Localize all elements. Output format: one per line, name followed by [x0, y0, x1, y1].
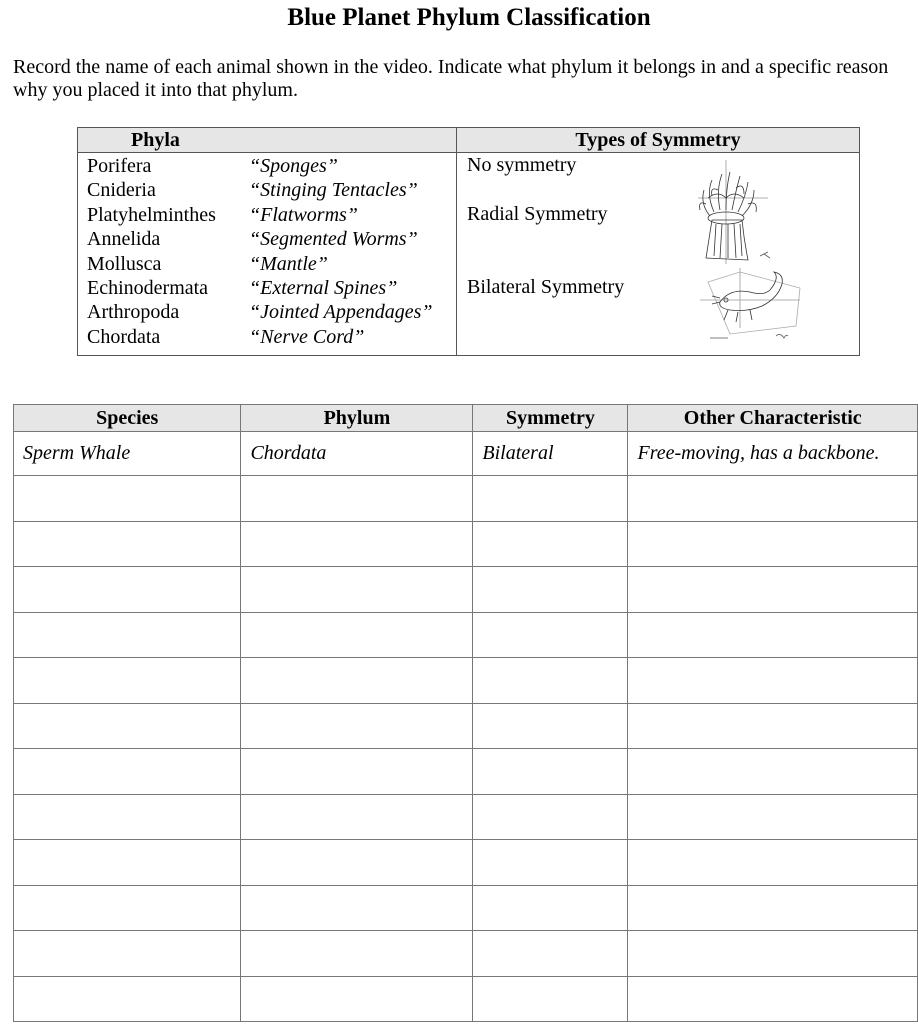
species-cell[interactable]: [14, 749, 241, 795]
other-characteristic-cell[interactable]: [628, 658, 918, 704]
phylum-cell[interactable]: [241, 658, 473, 704]
page-title: Blue Planet Phylum Classification: [287, 4, 651, 31]
phylum-nickname: “Mantle”: [249, 252, 328, 275]
species-cell[interactable]: [14, 703, 241, 749]
species-cell[interactable]: Sperm Whale: [14, 432, 241, 476]
symmetry-header: Symmetry: [473, 405, 628, 432]
bilateral-animal-illustration: [700, 268, 810, 346]
phylum-name: Chordata: [87, 325, 161, 348]
other-characteristic-cell[interactable]: [628, 521, 918, 567]
symmetry-cell[interactable]: [473, 885, 628, 931]
table-row: [14, 612, 918, 658]
classification-table: [13, 404, 918, 1022]
species-cell[interactable]: [14, 521, 241, 567]
table-row: [14, 658, 918, 704]
header-row: [14, 405, 918, 432]
phylum-nickname: “Nerve Cord”: [249, 325, 365, 348]
phylum-name: Platyhelminthes: [87, 203, 216, 226]
table-row: [14, 840, 918, 886]
symmetry-cell[interactable]: [473, 931, 628, 977]
phylum-name: Annelida: [87, 228, 161, 251]
species-cell[interactable]: [14, 612, 241, 658]
phylum-nickname: “Jointed Appendages”: [249, 301, 433, 324]
table-row: [14, 476, 918, 522]
phylum-cell[interactable]: Chordata: [241, 432, 473, 476]
phylum-cell[interactable]: [241, 612, 473, 658]
phylum-cell[interactable]: [241, 749, 473, 795]
species-cell[interactable]: [14, 476, 241, 522]
phylum-cell[interactable]: [241, 794, 473, 840]
phylum-cell[interactable]: [241, 931, 473, 977]
table-row: [14, 885, 918, 931]
table-row: [14, 432, 918, 476]
phylum-row: [87, 154, 433, 178]
phyla-list: [87, 154, 433, 349]
other-characteristic-cell[interactable]: [628, 567, 918, 613]
phylum-row: [87, 276, 433, 300]
species-cell[interactable]: [14, 976, 241, 1022]
other-characteristic-cell[interactable]: Free-moving, has a backbone.: [628, 432, 918, 476]
other-characteristic-cell[interactable]: [628, 612, 918, 658]
table-row: [14, 976, 918, 1022]
species-cell[interactable]: [14, 931, 241, 977]
table-row: [14, 703, 918, 749]
phylum-row: [87, 325, 433, 349]
phylum-cell[interactable]: [241, 567, 473, 613]
phylum-name: Echinodermata: [87, 276, 209, 299]
symmetry-bilateral: Bilateral Symmetry: [467, 276, 625, 298]
phylum-name: Mollusca: [87, 252, 162, 275]
other-characteristic-header: Other Characteristic: [628, 405, 918, 432]
symmetry-header: Types of Symmetry: [457, 128, 859, 153]
reference-table: [77, 127, 860, 356]
phylum-row: [87, 252, 433, 276]
symmetry-none: No symmetry: [467, 154, 577, 176]
phylum-nickname: “External Spines”: [249, 276, 398, 299]
other-characteristic-cell[interactable]: [628, 885, 918, 931]
phylum-nickname: “Sponges”: [249, 155, 338, 177]
table-row: [14, 794, 918, 840]
symmetry-cell[interactable]: [473, 521, 628, 567]
phylum-nickname: “Segmented Worms”: [249, 228, 418, 251]
table-row: [14, 521, 918, 567]
symmetry-cell[interactable]: [473, 567, 628, 613]
species-header: Species: [14, 405, 241, 432]
phylum-name: Arthropoda: [87, 301, 180, 324]
other-characteristic-cell[interactable]: [628, 840, 918, 886]
symmetry-cell[interactable]: [473, 703, 628, 749]
phylum-name: Cnideria: [87, 179, 156, 202]
other-characteristic-cell[interactable]: [628, 703, 918, 749]
table-row: [14, 567, 918, 613]
other-characteristic-cell[interactable]: [628, 794, 918, 840]
species-cell[interactable]: [14, 658, 241, 704]
phylum-row: [87, 227, 433, 251]
phylum-cell[interactable]: [241, 885, 473, 931]
phylum-cell[interactable]: [241, 840, 473, 886]
other-characteristic-cell[interactable]: [628, 476, 918, 522]
phylum-name: Porifera: [87, 155, 152, 177]
other-characteristic-cell[interactable]: [628, 749, 918, 795]
other-characteristic-cell[interactable]: [628, 976, 918, 1022]
phyla-header: Phyla: [78, 128, 457, 153]
table-row: [14, 749, 918, 795]
symmetry-radial: Radial Symmetry: [467, 203, 608, 225]
phylum-cell[interactable]: [241, 476, 473, 522]
phylum-header: Phylum: [241, 405, 473, 432]
symmetry-cell[interactable]: [473, 612, 628, 658]
phylum-nickname: “Flatworms”: [249, 203, 358, 226]
symmetry-cell[interactable]: [473, 976, 628, 1022]
phylum-row: [87, 178, 433, 202]
species-cell[interactable]: [14, 885, 241, 931]
phylum-nickname: “Stinging Tentacles”: [249, 179, 418, 202]
symmetry-cell[interactable]: [473, 749, 628, 795]
instructions: Record the name of each animal shown in the video. Indicate what phylum it belongs in and a specific reason why you placed it into that phylum.: [13, 56, 889, 101]
symmetry-cell[interactable]: [473, 794, 628, 840]
species-cell[interactable]: [14, 567, 241, 613]
species-cell[interactable]: [14, 794, 241, 840]
other-characteristic-cell[interactable]: [628, 931, 918, 977]
symmetry-cell[interactable]: Bilateral: [473, 432, 628, 476]
phylum-cell[interactable]: [241, 521, 473, 567]
table-row: [14, 931, 918, 977]
column-divider: [456, 152, 457, 356]
symmetry-cell[interactable]: [473, 840, 628, 886]
symmetry-cell[interactable]: [473, 476, 628, 522]
phylum-row: [87, 300, 433, 324]
species-cell[interactable]: [14, 840, 241, 886]
symmetry-cell[interactable]: [473, 658, 628, 704]
phylum-cell[interactable]: [241, 976, 473, 1022]
phylum-row: [87, 203, 433, 227]
sea-anemone-illustration: [698, 160, 786, 264]
phylum-cell[interactable]: [241, 703, 473, 749]
